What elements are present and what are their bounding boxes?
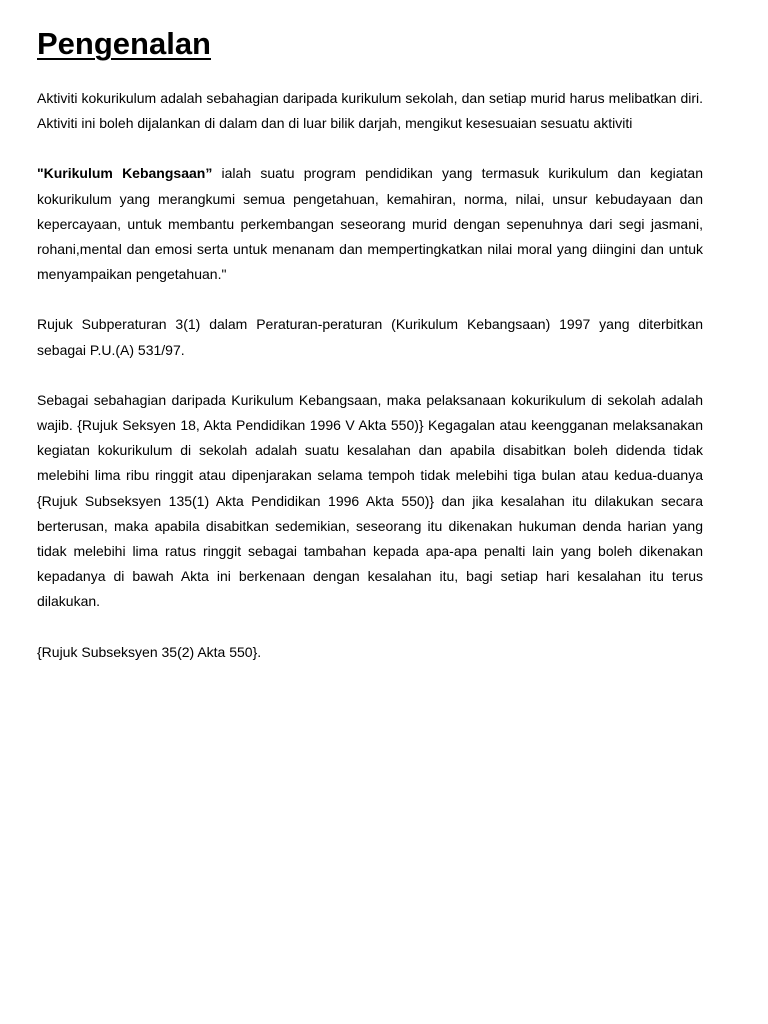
definition-term: "Kurikulum Kebangsaan” [37, 165, 213, 182]
paragraph-intro: Aktiviti kokurikulum adalah sebahagian daripada kurikulum sekolah, dan setiap murid harus melibatkan diri. Aktiviti ini boleh dijalankan di dalam dan di luar bilik darjah, mengikut kesesuaian sesuatu aktiviti [37, 90, 703, 132]
definition-text: ialah suatu program pendidikan yang termasuk kurikulum dan kegiatan kokurikulum yang merangkumi semua pengetahuan, kemahiran, norma, nilai, unsur kebudayaan dan kepercayaan, untuk membantu perkembangan seseorang murid dengan sepenuhnya dari segi jasmani, rohani,mental dan emosi serta untuk menanam dan mempertingkatkan nilai moral yang diingini dan untuk menyampaikan pengetahuan." [37, 165, 703, 283]
page-title: Pengenalan [37, 26, 211, 61]
paragraph-reference: Rujuk Subperaturan 3(1) dalam Peraturan-peraturan (Kurikulum Kebangsaan) 1997 yang diterbitkan sebagai P.U.(A) 531/97. [37, 316, 703, 358]
document-page [37, 24, 703, 690]
paragraph-footnote: {Rujuk Subseksyen 35(2) Akta 550}. [37, 643, 262, 660]
paragraph-definition [37, 161, 703, 287]
paragraph-legal: Sebagai sebahagian daripada Kurikulum Kebangsaan, maka pelaksanaan kokurikulum di sekolah adalah wajib. {Rujuk Seksyen 18, Akta Pendidikan 1996 V Akta 550)} Kegagalan atau keengganan melaksanakan kegiatan kokurikulum di sekolah adalah suatu kesalahan dan apabila disabitkan boleh didenda tidak melebihi lima ribu ringgit atau dipenjarakan selama tempoh tidak melebihi tiga bulan atau kedua-duanya {Rujuk Subseksyen 135(1) Akta Pendidikan 1996 Akta 550)} dan jika kesalahan itu dilakukan secara berterusan, maka apabila disabitkan sedemikian, seseorang itu dikenakan hukuman denda harian yang tidak melebihi lima ratus ringgit sebagai tambahan kepada apa-apa penalti lain yang boleh dikenakan kepadanya di bawah Akta ini berkenaan dengan kesalahan itu, bagi setiap hari kesalahan itu terus dilakukan. [37, 391, 703, 610]
